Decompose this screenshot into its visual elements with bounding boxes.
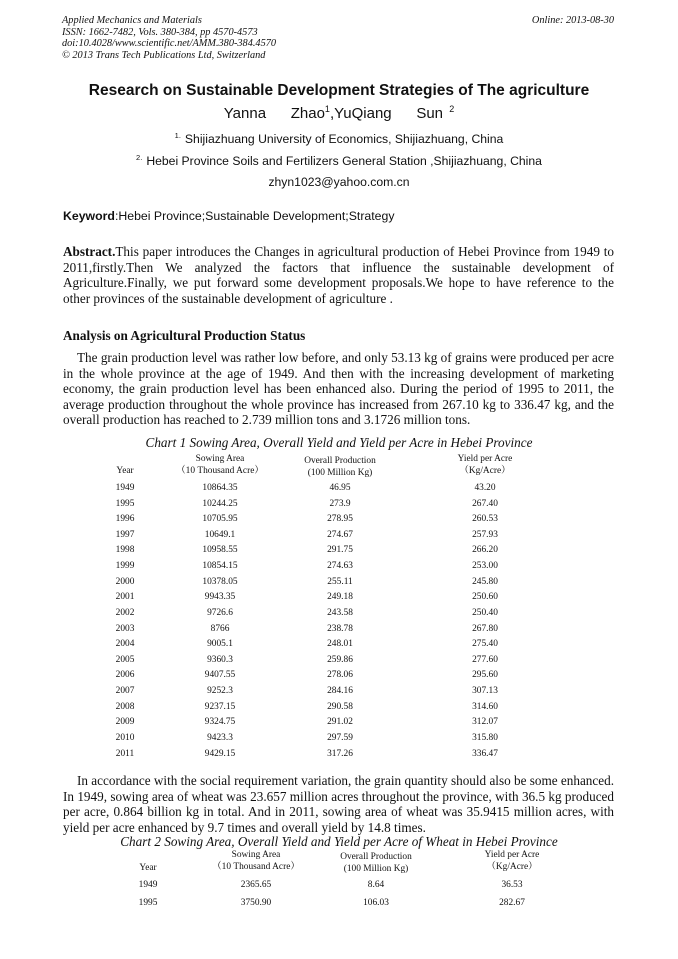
table-2-header-overall bbox=[316, 852, 436, 875]
table-1-cell-yield-per-acre: 315.80 bbox=[472, 732, 498, 743]
table-1-cell-yield-per-acre: 260.53 bbox=[472, 514, 498, 525]
table-1-header-sowing-line1: Sowing Area bbox=[195, 454, 245, 464]
table-1-cell-sowing-area: 8766 bbox=[210, 623, 230, 634]
table-1-cell-sowing-area: 10649.1 bbox=[204, 529, 236, 540]
table-1-cell-overall-production: 255.11 bbox=[327, 576, 353, 587]
table-1-cell-sowing-area: 9237.15 bbox=[204, 701, 236, 712]
table-2-header-sowing-line2: （10 Thousand Acre） bbox=[212, 861, 300, 872]
affiliation-2-text: Hebei Province Soils and Fertilizers General Station ,Shijiazhuang, China bbox=[146, 154, 542, 169]
table-1-cell-year: 1949 bbox=[115, 483, 135, 493]
doi-line: doi:10.4028/www.scientific.net/AMM.380-384.4570 bbox=[62, 38, 277, 50]
author-1-sup: 1 bbox=[324, 104, 330, 114]
copyright-line: © 2013 Trans Tech Publications Ltd, Switzerland bbox=[62, 49, 266, 61]
table-2-header-year: Year bbox=[139, 863, 157, 873]
table-1-cell-yield-per-acre: 257.93 bbox=[472, 529, 498, 540]
table-2-header-overall-line1: Overall Production bbox=[340, 852, 412, 862]
table-1-cell-overall-production: 297.59 bbox=[327, 732, 353, 743]
table-2-cell-sowing-area: 2365.65 bbox=[240, 880, 272, 890]
table-1-cell-year: 2011 bbox=[115, 748, 135, 759]
table-1-cell-yield-per-acre: 250.40 bbox=[472, 607, 498, 618]
affiliation-1-text: Shijiazhuang University of Economics, Shijiazhuang, China bbox=[184, 132, 504, 147]
online-date: Online: 2013-08-30 bbox=[531, 15, 614, 26]
table-1-cell-year: 1995 bbox=[115, 498, 135, 509]
section-heading: Analysis on Agricultural Production Status bbox=[63, 328, 306, 343]
table-1-cell-year: 2004 bbox=[115, 639, 135, 650]
abstract bbox=[63, 244, 614, 306]
keyword-label: Keyword bbox=[63, 209, 115, 223]
abstract-label: Abstract. bbox=[63, 244, 116, 259]
table-1-cell-sowing-area: 10854.15 bbox=[202, 561, 238, 572]
table-1-cell-overall-production: 259.86 bbox=[327, 654, 353, 665]
table-2-header-sowing-line1: Sowing Area bbox=[231, 850, 281, 860]
table-2-header-sowing bbox=[196, 850, 316, 873]
table-1-cell-year: 2005 bbox=[115, 654, 135, 665]
table-1-cell-sowing-area: 9423.3 bbox=[207, 732, 233, 743]
table-1-cell-yield-per-acre: 295.60 bbox=[472, 670, 498, 681]
table-1-cell-yield-per-acre: 43.20 bbox=[474, 483, 496, 493]
author-line bbox=[0, 104, 678, 122]
table-2-header-yield-line2: （Kg/Acre） bbox=[486, 861, 538, 872]
abstract-text: This paper introduces the Changes in agricultural production of Hebei Province from 1949 to 2011,firstly.Then We analyzed the factors that influence the sustainable development of Agriculture.Finally, we put forward some development proposals.We hope to have reference to the other provinces of the sustainable development of agriculture . bbox=[63, 244, 614, 306]
table-2-cell-year: 1949 bbox=[138, 880, 158, 890]
table-2-cell-overall-production: 106.03 bbox=[363, 898, 389, 908]
table-1-cell-year: 2010 bbox=[115, 732, 135, 743]
table-1-header-overall bbox=[280, 456, 400, 479]
table-1-caption: Chart 1 Sowing Area, Overall Yield and Yield per Acre in Hebei Province bbox=[145, 435, 533, 450]
table-1-header-sowing bbox=[160, 454, 280, 477]
table-1-cell-overall-production: 284.16 bbox=[327, 686, 353, 697]
table-1-cell-overall-production: 274.67 bbox=[327, 529, 353, 540]
table-2-cell-yield-per-acre: 36.53 bbox=[501, 880, 523, 890]
table-1-cell-year: 2009 bbox=[115, 717, 135, 728]
table-1-cell-year: 2007 bbox=[115, 686, 135, 697]
table-1-cell-yield-per-acre: 312.07 bbox=[472, 717, 498, 728]
table-1-cell-year: 1996 bbox=[115, 514, 135, 525]
table-1-cell-year: 2001 bbox=[115, 592, 135, 603]
affiliation-1 bbox=[0, 131, 678, 146]
table-1-cell-year: 1999 bbox=[115, 561, 135, 572]
table-2-caption: Chart 2 Sowing Area, Overall Yield and Yield per Acre of Wheat in Hebei Province bbox=[120, 834, 558, 849]
table-1-cell-yield-per-acre: 250.60 bbox=[472, 592, 498, 603]
table-1-cell-overall-production: 243.58 bbox=[327, 607, 353, 618]
table-1-cell-sowing-area: 9429.15 bbox=[204, 748, 236, 759]
table-1-cell-yield-per-acre: 267.80 bbox=[472, 623, 498, 634]
affiliation-1-num: 1. bbox=[174, 131, 181, 140]
table-1-header-yield bbox=[425, 454, 545, 477]
table-1-cell-overall-production: 291.02 bbox=[327, 717, 353, 728]
table-1-cell-yield-per-acre: 266.20 bbox=[472, 545, 498, 556]
author-2-last: Sun bbox=[416, 105, 444, 122]
table-2-header-yield-line1: Yield per Acre bbox=[484, 850, 540, 860]
table-1-cell-sowing-area: 9726.6 bbox=[207, 607, 233, 618]
table-1-cell-sowing-area: 9407.55 bbox=[204, 670, 236, 681]
table-1-cell-sowing-area: 10705.95 bbox=[202, 514, 238, 525]
table-1-header-overall-line1: Overall Production bbox=[304, 456, 376, 466]
table-1-cell-year: 2000 bbox=[115, 576, 135, 587]
author-1-last: Zhao bbox=[290, 105, 325, 122]
table-1-cell-overall-production: 274.63 bbox=[327, 561, 353, 572]
affiliation-2-num: 2. bbox=[136, 153, 143, 162]
table-1-cell-yield-per-acre: 245.80 bbox=[472, 576, 498, 587]
table-2-cell-year: 1995 bbox=[138, 898, 158, 908]
table-1-cell-yield-per-acre: 277.60 bbox=[472, 654, 498, 665]
table-1-cell-overall-production: 248.01 bbox=[327, 639, 353, 650]
table-1-cell-sowing-area: 9252.3 bbox=[207, 686, 233, 697]
keywords bbox=[63, 209, 395, 223]
table-1-header-yield-line2: （Kg/Acre） bbox=[459, 465, 511, 476]
paragraph-1: The grain production level was rather low before, and only 53.13 kg of grains were produced per acre in the whole province at the age of 1949. And then with the increasing development of marketing economy, the grain production level has been enhanced also. During the period of 1995 to 2011, the average production throughout the whole province has increased from 267.10 kg to 336.47 kg, and the overall production has reached to 2.739 million tons and 3.1726 million tons. bbox=[63, 350, 614, 428]
paper-title: Research on Sustainable Development Strategies of The agriculture bbox=[88, 82, 590, 99]
issn-line: ISSN: 1662-7482, Vols. 380-384, pp 4570-4573 bbox=[62, 26, 258, 38]
keyword-text: :Hebei Province;Sustainable Development;Strategy bbox=[114, 209, 395, 223]
table-1-cell-sowing-area: 10958.55 bbox=[202, 545, 238, 556]
table-1-cell-overall-production: 317.26 bbox=[327, 748, 353, 759]
table-1-cell-yield-per-acre: 275.40 bbox=[472, 639, 498, 650]
table-1-cell-yield-per-acre: 253.00 bbox=[472, 561, 498, 572]
table-1-cell-yield-per-acre: 314.60 bbox=[472, 701, 498, 712]
table-1-cell-sowing-area: 9943.35 bbox=[204, 592, 236, 603]
journal-name: Applied Mechanics and Materials bbox=[62, 15, 202, 26]
table-1-header-yield-line1: Yield per Acre bbox=[457, 454, 513, 464]
table-1-cell-sowing-area: 9324.75 bbox=[204, 717, 236, 728]
table-1-cell-year: 2006 bbox=[115, 670, 135, 681]
table-1-cell-overall-production: 46.95 bbox=[329, 483, 351, 493]
table-1-cell-yield-per-acre: 267.40 bbox=[472, 498, 498, 509]
table-1-cell-sowing-area: 9360.3 bbox=[207, 654, 233, 665]
table-1-cell-year: 1998 bbox=[115, 545, 135, 556]
table-1-cell-year: 2002 bbox=[115, 607, 135, 618]
table-1-cell-year: 2003 bbox=[115, 623, 135, 634]
table-1-cell-sowing-area: 9005.1 bbox=[207, 639, 233, 650]
affiliation-2 bbox=[0, 153, 678, 168]
table-1-cell-overall-production: 278.06 bbox=[327, 670, 353, 681]
table-1-cell-overall-production: 278.95 bbox=[327, 514, 353, 525]
table-1-cell-year: 2008 bbox=[115, 701, 135, 712]
table-1-cell-sowing-area: 10864.35 bbox=[202, 483, 238, 493]
table-2-cell-yield-per-acre: 282.67 bbox=[499, 898, 525, 908]
table-1-cell-overall-production: 290.58 bbox=[327, 701, 353, 712]
table-1-header-year: Year bbox=[116, 466, 134, 476]
table-2-cell-sowing-area: 3750.90 bbox=[240, 898, 272, 908]
table-1-cell-yield-per-acre: 307.13 bbox=[472, 686, 498, 697]
author-email[interactable]: zhyn1023@yahoo.com.cn bbox=[268, 175, 410, 189]
table-1-cell-overall-production: 238.78 bbox=[327, 623, 353, 634]
author-2-first: ,YuQiang bbox=[329, 105, 392, 122]
table-2-cell-overall-production: 8.64 bbox=[367, 880, 385, 890]
table-1-cell-year: 1997 bbox=[115, 529, 135, 540]
table-1-cell-sowing-area: 10244.25 bbox=[202, 498, 238, 509]
table-1-cell-sowing-area: 10378.05 bbox=[202, 576, 238, 587]
author-2-sup: 2 bbox=[449, 104, 455, 114]
table-2-header-overall-line2: (100 Million Kg) bbox=[343, 863, 409, 874]
paragraph-2: In accordance with the social requirement variation, the grain quantity should also be some enhanced. In 1949, sowing area of wheat was 23.657 million acres throughout the province, with 36.5 kg produced per acre, 0.864 billion kg in total. And in 2011, sowing area of wheat was 35.9415 million acres, with yield per acre enhanced by 9.7 times and overall yield by 14.8 times. bbox=[63, 773, 614, 835]
table-1-cell-overall-production: 291.75 bbox=[327, 545, 353, 556]
table-1-cell-yield-per-acre: 336.47 bbox=[472, 748, 498, 759]
author-1-first: Yanna bbox=[223, 105, 267, 122]
table-2-header-yield bbox=[452, 850, 572, 873]
table-1-header-sowing-line2: （10 Thousand Acre） bbox=[176, 465, 264, 476]
table-1-header-overall-line2: (100 Million Kg) bbox=[307, 467, 373, 478]
table-1-cell-overall-production: 273.9 bbox=[329, 498, 351, 509]
table-1-cell-overall-production: 249.18 bbox=[327, 592, 353, 603]
